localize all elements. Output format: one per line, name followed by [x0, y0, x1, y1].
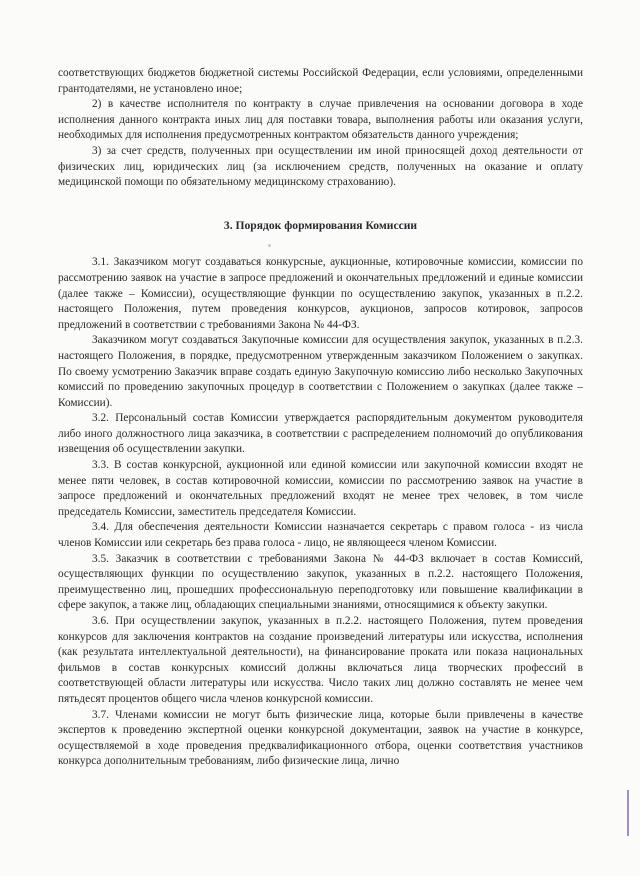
- paragraph-item-2: 2) в качестве исполнителя по контракту в случае привлечения на основании договора в ходе исполнения данного контракта иных лиц для поставки товара, выполнения работы или оказания услуги, необходимых для исполнения предусмотренных контрактом обязательств данного учреждения;: [58, 98, 583, 142]
- paragraph-3-5: 3.5. Заказчик в соответствии с требованиями Закона № 44-ФЗ включает в состав Комиссий, осуществляющих функции по осуществлению закупок, указанных в п.2.2. настоящего Положения, преимущественно лиц, прошедших профессиональную переподготовку или повышение квалификации в сфере закупок, а также лиц, обладающих специальными знаниями, относящимися к объекту закупки.: [58, 552, 583, 612]
- paragraph-3-6: 3.6. При осуществлении закупок, указанных в п.2.2. настоящего Положения, путем проведения конкурсов для заключения контрактов на создание произведений литературы или искусства, исполнения (как результата интеллектуальной деятельности), на финансирование проката или показа национальных фильмов в состав конкурсных комиссий должны включаться лица творческих профессий в соответствующей области литературы или искусства. Число таких лиц должно составлять не менее чем пятьдесят процентов общего числа членов конкурсной комиссии.: [58, 615, 583, 705]
- scan-speck: [268, 244, 271, 247]
- paragraph-continuation: соответствующих бюджетов бюджетной системы Российской Федерации, если условиями, определенными грантодателями, не установлено иное;: [58, 67, 583, 95]
- paragraph-3-4: 3.4. Для обеспечения деятельности Комиссии назначается секретарь с правом голоса - из числа членов Комиссии или секретарь без права голоса - лицо, не являющееся членом Комиссии.: [58, 521, 583, 550]
- paragraph-3-7: 3.7. Членами комиссии не могут быть физические лица, которые были привлечены в качестве экспертов к проведению экспертной оценки конкурсной документации, заявок на участие в конкурсе, осуществляемой в ходе проведения предквалификационного отбора, оценки соответствия участников конкурса дополнительным требованиям, либо физические лица, лично: [58, 708, 583, 768]
- scan-edge-mark: [627, 790, 629, 836]
- paragraph-item-3: 3) за счет средств, полученных при осуществлении им иной приносящей доход деятельности от физических лиц, юридических лиц (за исключением средств, полученных на оказание и оплату медицинской помощи по обязательному медицинскому страхованию).: [58, 144, 583, 189]
- paragraph-3-2: 3.2. Персональный состав Комиссии утверждается распорядительным документом руководителя либо иного должностного лица заказчика, в соответствии с распределением полномочий до опубликования извещения об осуществлении закупки.: [58, 412, 583, 456]
- paragraph-3-1-procurement: Заказчиком могут создаваться Закупочные комиссии для осуществления закупок, указанных в п.2.3. настоящего Положения, в порядке, предусмотренном утвержденным заказчиком Положением о закупках. По своему усмотрению Заказчик вправе создать единую Закупочную комиссию либо несколько Закупочных комиссий по проведению закупочных процедур в соответствии с Положением о закупках (далее также – Комиссии).: [58, 334, 583, 409]
- section-title: 3. Порядок формирования Комиссии: [223, 218, 418, 232]
- paragraph-3-1: 3.1. Заказчиком могут создаваться конкурсные, аукционные, котировочные комиссии, комиссии по рассмотрению заявок на участие в запросе предложений и окончательных предложений и единые комиссии (далее также – Комиссии), осуществляющие функции по осуществлению закупок, указанных в п.2.2. настоящего Положения, путем проведения конкурсов, аукционов, запросов котировок, запросов предложений в соответствии с требованиями Закона № 44-ФЗ.: [58, 256, 583, 331]
- paragraph-3-3: 3.3. В состав конкурсной, аукционной или единой комиссии или закупочной комиссии входят не менее пяти человек, в состав котировочной комиссии, комиссии по рассмотрению заявок на участие в запросе предложений и окончательных предложений входят не менее трех человек, в том числе председатель Комиссии, заместитель председателя Комиссии.: [58, 459, 583, 518]
